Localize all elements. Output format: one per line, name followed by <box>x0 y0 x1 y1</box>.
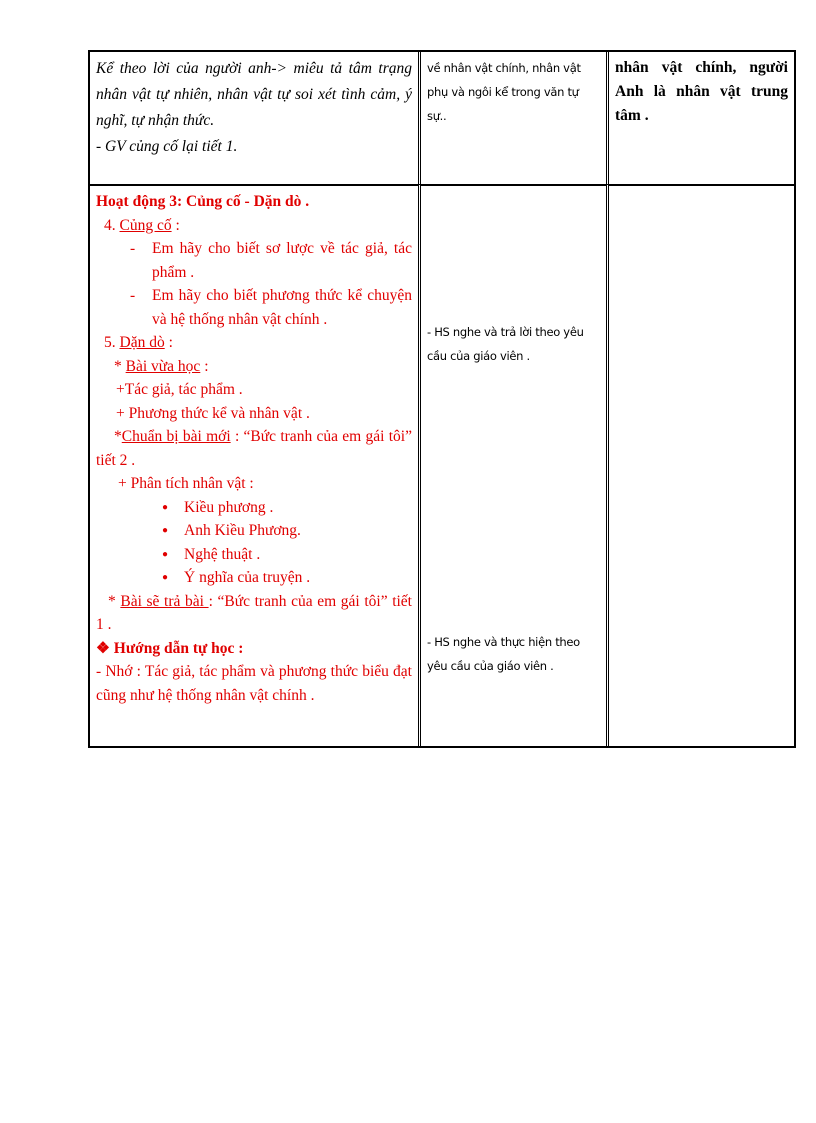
list-item: - Em hãy cho biết sơ lược về tác giả, tác phẩm . <box>96 237 412 284</box>
list-item: ● Anh Kiều Phương. <box>96 519 412 543</box>
list-item: - Em hãy cho biết phương thức kể chuyện và hệ thống nhân vật chính . <box>96 284 412 331</box>
diamond-icon: ❖ <box>96 639 110 657</box>
list-item: ● Ý nghĩa của truyện . <box>96 566 412 590</box>
activity-heading: Hoạt động 3: Củng cố - Dặn dò . <box>96 193 310 210</box>
lesson-table <box>88 50 796 748</box>
nho-note: - Nhớ : Tác giả, tác phẩm và phương thức biểu đạt cũng như hệ thống nhân vật chính . <box>96 663 412 704</box>
table-row <box>90 52 794 184</box>
cungco-title: 4. Củng cố : <box>104 216 180 234</box>
dando-title: 5. Dặn dò : <box>104 334 173 351</box>
activity-cell <box>90 52 418 184</box>
content-note: nhân vật chính, người Anh là nhân vật trung tâm . <box>615 59 788 124</box>
chuan-bi-note: *Chuẩn bị bài mới : “Bức tranh của em gái tôi” tiết 2 . <box>96 428 412 469</box>
list-item: +Tác giả, tác phẩm . <box>116 381 243 398</box>
bai-vua-hoc-title: * Bài vừa học : <box>114 357 209 375</box>
phan-tich-list <box>96 496 412 590</box>
bai-se-tra-note: * Bài sẽ trả bài : “Bức tranh của em gái tôi” tiết 1 . <box>96 592 412 633</box>
student-cell <box>418 184 606 746</box>
teacher-review-note: - GV củng cố lại tiết 1. <box>96 138 238 155</box>
student-action-note: - HS nghe và thực hiện theo yêu cầu của giáo viên . <box>427 635 580 673</box>
list-item: ● Nghệ thuật . <box>96 543 412 567</box>
content-cell <box>606 184 794 746</box>
huong-dan-title: ❖ Hướng dẫn tự học : <box>96 639 244 657</box>
activity-cell <box>90 184 418 746</box>
narration-note: Kể theo lời của người anh-> miêu tả tâm trạng nhân vật tự nhiên, nhân vật tự soi xét tình cảm, ý nghĩ, tự nhận thức. <box>96 60 412 129</box>
list-item: ● Kiều phương . <box>96 496 412 520</box>
phan-tich-title: + Phân tích nhân vật : <box>118 475 254 492</box>
list-item: + Phương thức kể và nhân vật . <box>116 404 310 422</box>
content-cell <box>606 52 794 184</box>
student-note: về nhân vật chính, nhân vật phụ và ngôi kể trong văn tự sự.. <box>427 61 581 123</box>
student-cell <box>418 52 606 184</box>
cungco-list <box>96 237 412 331</box>
student-answer-note: - HS nghe và trả lời theo yêu cầu của giáo viên . <box>427 325 584 363</box>
table-row <box>90 184 794 746</box>
